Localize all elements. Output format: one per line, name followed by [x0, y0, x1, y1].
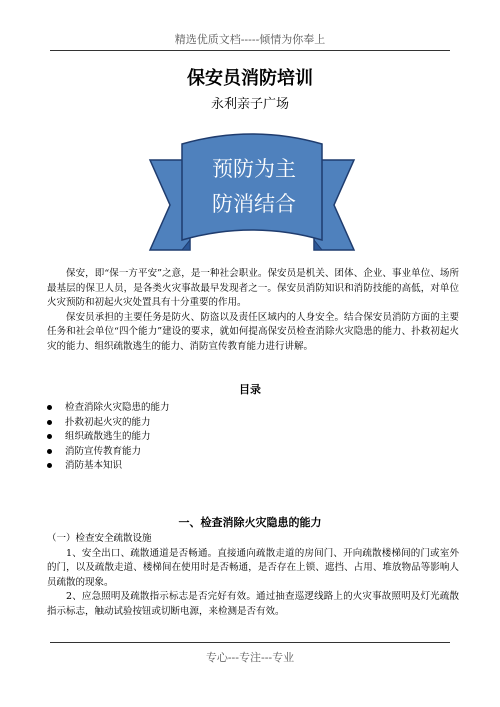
header-divider	[50, 50, 450, 51]
intro-paragraph: 保安员承担的主要任务是防火、防盗以及责任区域内的人身安全。结合保安员消防方面的主要任务和社会单位“四个能力”建设的要求，就如何提高保安员检查消除火灾隐患的能力、扑救初起火灾的能力、组织疏散逃生的能力、消防宣传教育能力进行讲解。	[47, 311, 459, 352]
toc-item	[47, 401, 170, 416]
bullet-icon	[47, 434, 52, 439]
document-subtitle: 永利亲子广场	[210, 97, 289, 112]
intro-paragraph: 保安，即“保一方平安”之意，是一种社会职业。保安员是机关、团体、企业、事业单位、场所最基层的保卫人员，是各类火灾事故最早发现者之一。保安员消防知识和消防技能的高低，对单位火灾预防和初起火灾处置具有十分重要的作用。	[47, 268, 459, 308]
section-paragraph: 2、应急照明及疏散指示标志是否完好有效。通过抽查巡逻线路上的火灾事故照明及灯光疏散指示标志，触动试验按钮或切断电源，来检测是否有效。	[47, 591, 459, 617]
toc-item-label: 消防宣传教育能力	[65, 445, 142, 457]
bullet-icon	[47, 420, 52, 425]
subsection-heading: （一）检查安全疏散设施	[47, 533, 152, 544]
banner-line-1: 预防为主	[212, 157, 296, 181]
page-footer: 专心---专注---专业	[205, 651, 295, 664]
toc-item	[47, 416, 170, 431]
toc-item-label: 扑救初起火灾的能力	[65, 416, 151, 428]
banner-text	[194, 152, 314, 222]
ribbon-banner	[132, 122, 372, 258]
toc-title: 目录	[239, 383, 261, 396]
bullet-icon	[47, 463, 52, 468]
bullet-icon	[47, 449, 52, 454]
toc-item-label: 检查消除火灾隐患的能力	[65, 402, 170, 413]
toc-list	[47, 401, 170, 474]
bullet-icon	[47, 405, 52, 410]
banner-line-2: 防消结合	[212, 192, 296, 216]
footer-divider	[50, 642, 450, 643]
section-paragraph: 1、安全出口、疏散通道是否畅通。直接通向疏散走道的房间门、开向疏散楼梯间的门或室外的门，以及疏散走道、楼梯间在使用时是否畅通，是否存在上锁、遮挡、占用、堆放物品等影响人员疏散的现象。	[47, 547, 459, 588]
document-title: 保安员消防培训	[187, 68, 313, 89]
toc-item	[47, 445, 170, 460]
toc-item-label: 组织疏散逃生的能力	[65, 431, 151, 442]
section-heading: 一、检查消除火灾隐患的能力	[178, 516, 322, 529]
intro-section	[47, 267, 459, 354]
page-header: 精选优质文档-----倾情为你奉上	[174, 33, 326, 46]
toc-item	[47, 459, 170, 474]
toc-item	[47, 430, 170, 445]
toc-item-label: 消防基本知识	[65, 460, 123, 471]
section-body	[47, 532, 459, 619]
